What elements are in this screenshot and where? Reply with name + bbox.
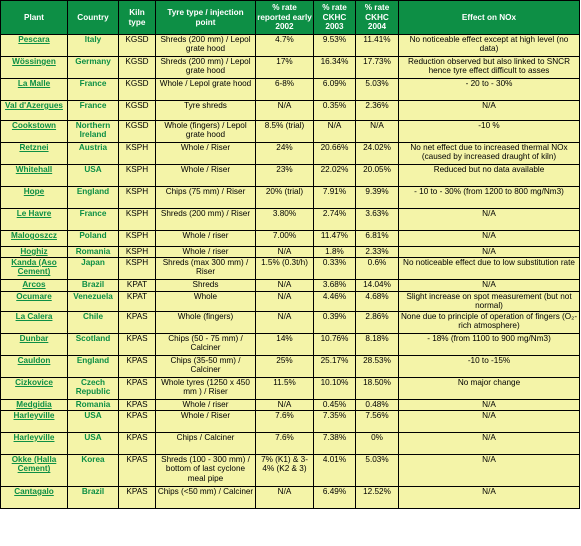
kiln-type-cell: KGSD [119, 101, 156, 121]
rate-2004-cell: 3.63% [356, 209, 399, 231]
effect-cell: No noticeable effect due to low substitution rate [399, 258, 580, 280]
kiln-type-cell: KPAS [119, 311, 156, 333]
rate-2003-cell: 10.10% [314, 377, 356, 399]
plant-cell[interactable]: Kanda (Aso Cement) [1, 258, 68, 280]
rate-2003-cell: 16.34% [314, 57, 356, 79]
rate-2004-cell: 7.56% [356, 410, 399, 432]
table-row [1, 454, 580, 486]
rate-2003-cell: 7.35% [314, 410, 356, 432]
rate-2003-cell: 2.74% [314, 209, 356, 231]
plant-cell[interactable]: Hoghiz [1, 247, 68, 258]
effect-cell: Reduction observed but also linked to SNCR hence tyre effect difficult to asses [399, 57, 580, 79]
country-cell: Austria [68, 143, 119, 165]
effect-cell: None due to principle of operation of fingers (O₂-rich atmosphere) [399, 311, 580, 333]
rate-2003-cell: 9.53% [314, 35, 356, 57]
table-row [1, 258, 580, 280]
kiln-type-cell: KSPH [119, 143, 156, 165]
kiln-type-cell: KSPH [119, 187, 156, 209]
kiln-type-cell: KPAS [119, 410, 156, 432]
rate-2002-cell: 7.6% [256, 410, 314, 432]
tyre-type-cell: Whole / riser [156, 399, 256, 410]
table-row [1, 101, 580, 121]
kiln-type-cell: KPAS [119, 399, 156, 410]
rate-2004-cell: 8.18% [356, 333, 399, 355]
tyre-type-cell: Shreds (200 mm) / Lepol grate hood [156, 57, 256, 79]
tyre-type-cell: Chips (35-50 mm) / Calciner [156, 355, 256, 377]
table-row [1, 121, 580, 143]
header-rate-2003: % rate CKHC 2003 [314, 1, 356, 35]
tyre-type-cell: Whole / Riser [156, 143, 256, 165]
rate-2002-cell: 1.5% (0.3t/h) [256, 258, 314, 280]
country-cell: Romania [68, 247, 119, 258]
rate-2003-cell: 20.66% [314, 143, 356, 165]
plant-cell[interactable]: Whitehall [1, 165, 68, 187]
country-cell: England [68, 355, 119, 377]
country-cell: Venezuela [68, 292, 119, 312]
kiln-type-cell: KPAS [119, 333, 156, 355]
tyre-type-cell: Shreds (200 mm) / Riser [156, 209, 256, 231]
effect-cell: N/A [399, 486, 580, 508]
kiln-type-cell: KGSD [119, 79, 156, 101]
country-cell: Northern Ireland [68, 121, 119, 143]
country-cell: USA [68, 410, 119, 432]
tyre-type-cell: Whole / Riser [156, 410, 256, 432]
table-row [1, 355, 580, 377]
table-row [1, 187, 580, 209]
plant-cell[interactable]: Harleyville [1, 410, 68, 432]
rate-2003-cell: 7.91% [314, 187, 356, 209]
country-cell: Brazil [68, 486, 119, 508]
rate-2003-cell: 0.33% [314, 258, 356, 280]
rate-2002-cell: 25% [256, 355, 314, 377]
tyre-type-cell: Whole tyres (1250 x 450 mm ) / Riser [156, 377, 256, 399]
tyre-type-cell: Shreds (100 - 300 mm) / bottom of last cyclone meal pipe [156, 454, 256, 486]
tyre-type-cell: Chips (75 mm) / Riser [156, 187, 256, 209]
effect-cell: N/A [399, 101, 580, 121]
country-cell: France [68, 79, 119, 101]
table-row [1, 333, 580, 355]
header-rate-2004: % rate CKHC 2004 [356, 1, 399, 35]
effect-cell: N/A [399, 410, 580, 432]
rate-2003-cell: 22.02% [314, 165, 356, 187]
table-row [1, 165, 580, 187]
plant-cell[interactable]: Cantagalo [1, 486, 68, 508]
table-row [1, 311, 580, 333]
header-plant: Plant [1, 1, 68, 35]
plant-cell[interactable]: Medgidia [1, 399, 68, 410]
rate-2004-cell: 12.52% [356, 486, 399, 508]
rate-2004-cell: 0.48% [356, 399, 399, 410]
table-row [1, 399, 580, 410]
tyre-type-cell: Whole (fingers) [156, 311, 256, 333]
effect-cell: N/A [399, 247, 580, 258]
plant-cell[interactable]: Okke (Halla Cement) [1, 454, 68, 486]
kiln-type-cell: KPAT [119, 280, 156, 292]
country-cell: Chile [68, 311, 119, 333]
country-cell: USA [68, 432, 119, 454]
rate-2003-cell: 6.49% [314, 486, 356, 508]
rate-2003-cell: 4.01% [314, 454, 356, 486]
rate-2004-cell: 17.73% [356, 57, 399, 79]
rate-2002-cell: N/A [256, 101, 314, 121]
header-country: Country [68, 1, 119, 35]
rate-2002-cell: 17% [256, 57, 314, 79]
rate-2003-cell: 7.38% [314, 432, 356, 454]
effect-cell: -10 % [399, 121, 580, 143]
header-row [1, 1, 580, 35]
table-row [1, 247, 580, 258]
kiln-type-cell: KPAS [119, 454, 156, 486]
table-row [1, 486, 580, 508]
plant-cell[interactable]: Cizkovice [1, 377, 68, 399]
rate-2003-cell: 0.39% [314, 311, 356, 333]
effect-cell: No net effect due to increased thermal NOx (caused by increased draught of kiln) [399, 143, 580, 165]
plant-cell[interactable]: Pescara [1, 35, 68, 57]
plant-cell[interactable]: La Malle [1, 79, 68, 101]
tyre-type-cell: Shreds (200 mm) / Lepol grate hood [156, 35, 256, 57]
table-row [1, 231, 580, 247]
header-kiln-type: Kiln type [119, 1, 156, 35]
rate-2002-cell: 8.5% (trial) [256, 121, 314, 143]
effect-cell: N/A [399, 399, 580, 410]
effect-cell: Slight increase on spot measurement (but not normal) [399, 292, 580, 312]
country-cell: England [68, 187, 119, 209]
country-cell: France [68, 101, 119, 121]
plant-cell[interactable]: Malogoszcz [1, 231, 68, 247]
rate-2004-cell: 9.39% [356, 187, 399, 209]
effect-cell: -10 to -15% [399, 355, 580, 377]
tyre-type-cell: Shreds [156, 280, 256, 292]
plant-cell[interactable]: Wössingen [1, 57, 68, 79]
kiln-type-cell: KPAS [119, 377, 156, 399]
kiln-type-cell: KGSD [119, 35, 156, 57]
rate-2002-cell: N/A [256, 486, 314, 508]
table-row [1, 79, 580, 101]
plant-cell[interactable]: Cauldon [1, 355, 68, 377]
table-row [1, 377, 580, 399]
plant-cell[interactable]: La Calera [1, 311, 68, 333]
rate-2004-cell: 14.04% [356, 280, 399, 292]
country-cell: Italy [68, 35, 119, 57]
rate-2004-cell: 2.86% [356, 311, 399, 333]
country-cell: Czech Republic [68, 377, 119, 399]
rate-2003-cell: 0.45% [314, 399, 356, 410]
tyre-type-cell: Whole / riser [156, 231, 256, 247]
tyre-type-cell: Whole / riser [156, 247, 256, 258]
rate-2003-cell: 10.76% [314, 333, 356, 355]
country-cell: USA [68, 165, 119, 187]
effect-cell: Reduced but no data available [399, 165, 580, 187]
plant-cell[interactable]: Arcos [1, 280, 68, 292]
rate-2003-cell: N/A [314, 121, 356, 143]
tyre-type-cell: Whole / Lepol grate hood [156, 79, 256, 101]
country-cell: Korea [68, 454, 119, 486]
table-row [1, 292, 580, 312]
kiln-type-cell: KSPH [119, 247, 156, 258]
effect-cell: N/A [399, 280, 580, 292]
kiln-type-cell: KGSD [119, 57, 156, 79]
header-effect: Effect on NOx [399, 1, 580, 35]
effect-cell: No major change [399, 377, 580, 399]
table-row [1, 209, 580, 231]
rate-2002-cell: 6-8% [256, 79, 314, 101]
tyre-type-cell: Whole (fingers) / Lepol grate hood [156, 121, 256, 143]
kiln-type-cell: KGSD [119, 121, 156, 143]
rate-2003-cell: 6.09% [314, 79, 356, 101]
country-cell: Japan [68, 258, 119, 280]
kiln-type-cell: KPAS [119, 355, 156, 377]
tyre-type-cell: Whole / Riser [156, 165, 256, 187]
rate-2003-cell: 1.8% [314, 247, 356, 258]
rate-2002-cell: 7% (K1) & 3-4% (K2 & 3) [256, 454, 314, 486]
country-cell: Germany [68, 57, 119, 79]
rate-2002-cell: 14% [256, 333, 314, 355]
effect-cell: - 20 to - 30% [399, 79, 580, 101]
header-tyre-type: Tyre type / injection point [156, 1, 256, 35]
rate-2004-cell: 5.03% [356, 454, 399, 486]
kiln-type-cell: KPAT [119, 292, 156, 312]
plant-cell[interactable]: Le Havre [1, 209, 68, 231]
rate-2002-cell: 11.5% [256, 377, 314, 399]
table-row [1, 280, 580, 292]
rate-2002-cell: N/A [256, 311, 314, 333]
kiln-type-cell: KPAS [119, 432, 156, 454]
effect-cell: - 10 to - 30% (from 1200 to 800 mg/Nm3) [399, 187, 580, 209]
header-rate-2002: % rate reported early 2002 [256, 1, 314, 35]
tyre-type-cell: Shreds (max 300 mm) / Riser [156, 258, 256, 280]
kiln-type-cell: KSPH [119, 231, 156, 247]
rate-2004-cell: 2.33% [356, 247, 399, 258]
rate-2002-cell: N/A [256, 292, 314, 312]
country-cell: Poland [68, 231, 119, 247]
effect-cell: - 18% (from 1100 to 900 mg/Nm3) [399, 333, 580, 355]
table-row [1, 57, 580, 79]
rate-2004-cell: 11.41% [356, 35, 399, 57]
rate-2003-cell: 3.68% [314, 280, 356, 292]
kiln-type-cell: KSPH [119, 165, 156, 187]
rate-2003-cell: 25.17% [314, 355, 356, 377]
tyre-type-cell: Chips (50 - 75 mm) / Calciner [156, 333, 256, 355]
rate-2002-cell: 23% [256, 165, 314, 187]
plant-cell[interactable]: Harleyville [1, 432, 68, 454]
plant-cell[interactable]: Cookstown [1, 121, 68, 143]
country-cell: Brazil [68, 280, 119, 292]
table-row [1, 410, 580, 432]
rate-2002-cell: 4.7% [256, 35, 314, 57]
rate-2002-cell: 7.00% [256, 231, 314, 247]
effect-cell: N/A [399, 432, 580, 454]
rate-2004-cell: 0.6% [356, 258, 399, 280]
table-row [1, 35, 580, 57]
tyre-type-cell: Tyre shreds [156, 101, 256, 121]
rate-2002-cell: 3.80% [256, 209, 314, 231]
tyre-type-cell: Chips / Calciner [156, 432, 256, 454]
plant-cell[interactable]: Retznei [1, 143, 68, 165]
rate-2004-cell: 28.53% [356, 355, 399, 377]
plant-cell[interactable]: Hope [1, 187, 68, 209]
kiln-type-cell: KSPH [119, 209, 156, 231]
rate-2004-cell: 0% [356, 432, 399, 454]
country-cell: Romania [68, 399, 119, 410]
effect-cell: N/A [399, 454, 580, 486]
tyre-type-cell: Chips (<50 mm) / Calciner [156, 486, 256, 508]
rate-2004-cell: N/A [356, 121, 399, 143]
rate-2003-cell: 11.47% [314, 231, 356, 247]
country-cell: Scotland [68, 333, 119, 355]
effect-cell: No noticeable effect except at high level (no data) [399, 35, 580, 57]
rate-2002-cell: N/A [256, 247, 314, 258]
plant-cell[interactable]: Ocumare [1, 292, 68, 312]
kiln-type-cell: KPAS [119, 486, 156, 508]
effect-cell: N/A [399, 231, 580, 247]
table-row [1, 432, 580, 454]
plant-cell[interactable]: Dunbar [1, 333, 68, 355]
rate-2004-cell: 18.50% [356, 377, 399, 399]
tyre-type-cell: Whole [156, 292, 256, 312]
rate-2002-cell: N/A [256, 399, 314, 410]
rate-2004-cell: 5.03% [356, 79, 399, 101]
rate-2002-cell: 20% (trial) [256, 187, 314, 209]
effect-cell: N/A [399, 209, 580, 231]
kiln-type-cell: KSPH [119, 258, 156, 280]
rate-2002-cell: N/A [256, 280, 314, 292]
table-row [1, 143, 580, 165]
rate-2003-cell: 4.46% [314, 292, 356, 312]
rate-2004-cell: 24.02% [356, 143, 399, 165]
rate-2004-cell: 6.81% [356, 231, 399, 247]
rate-2004-cell: 20.05% [356, 165, 399, 187]
country-cell: France [68, 209, 119, 231]
rate-2004-cell: 4.68% [356, 292, 399, 312]
plant-cell[interactable]: Val d'Azergues [1, 101, 68, 121]
rate-2002-cell: 7.6% [256, 432, 314, 454]
rate-2004-cell: 2.36% [356, 101, 399, 121]
rate-2003-cell: 0.35% [314, 101, 356, 121]
rate-2002-cell: 24% [256, 143, 314, 165]
